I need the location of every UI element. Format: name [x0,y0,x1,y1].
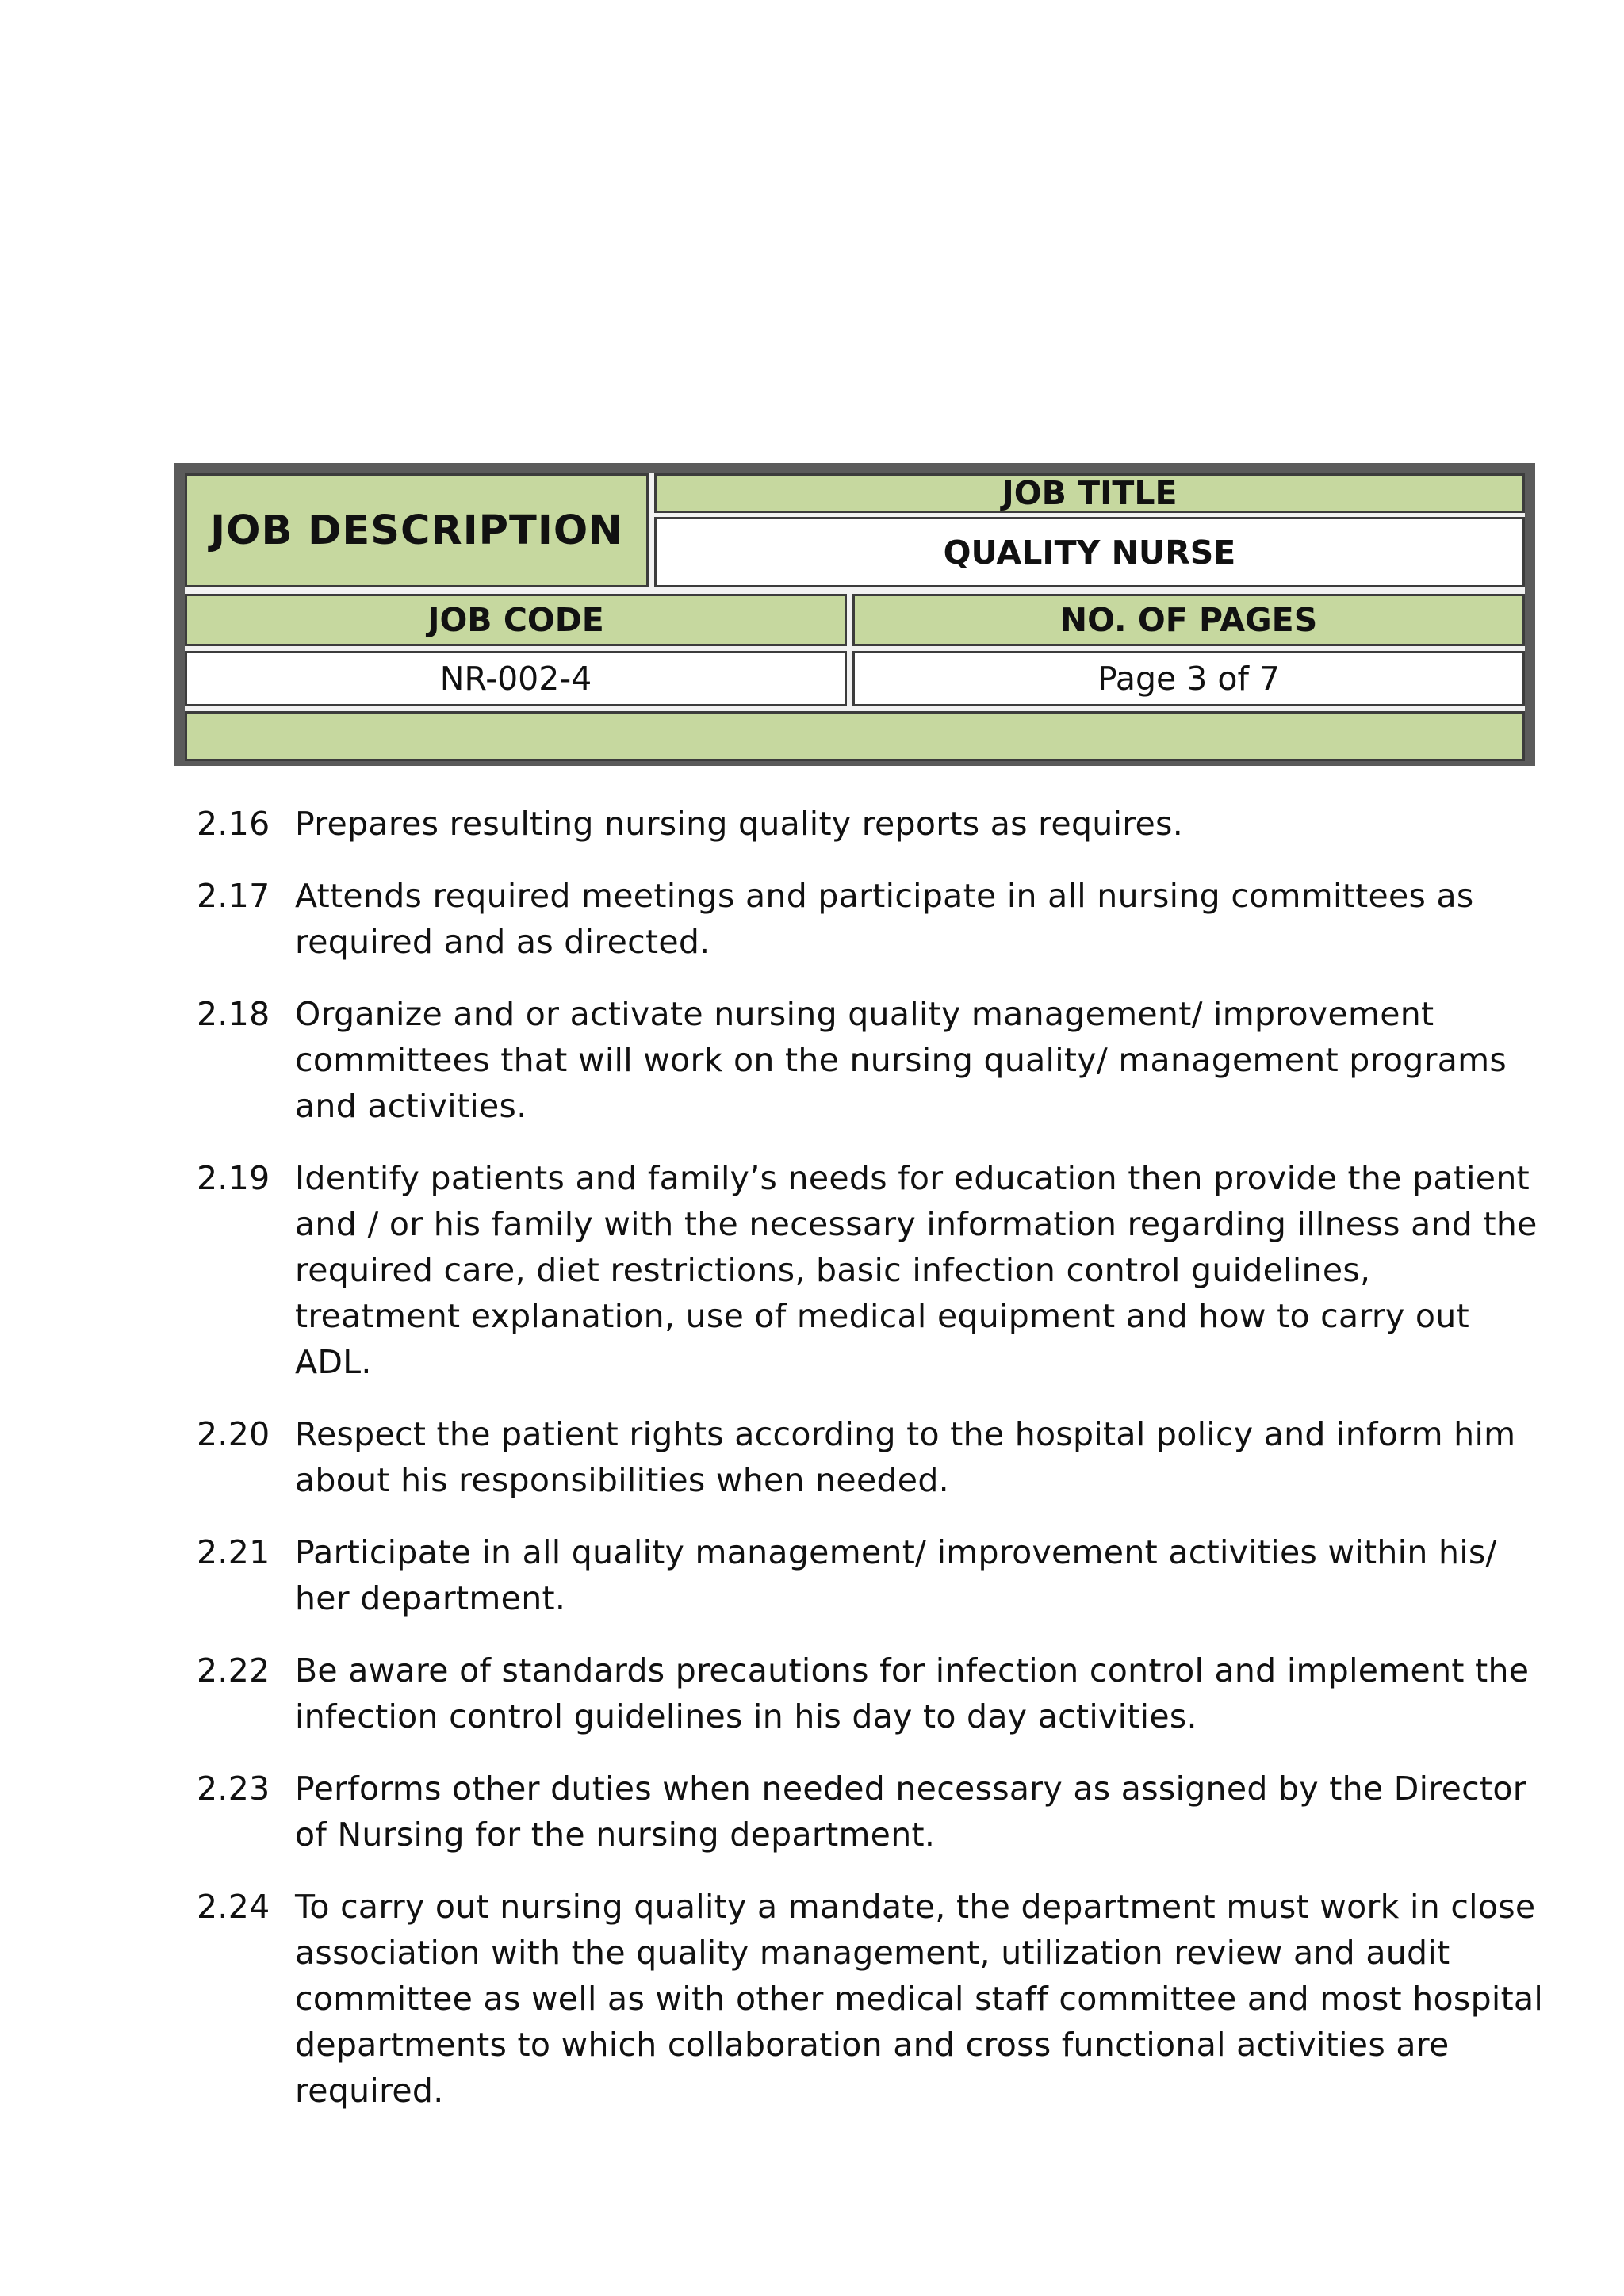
list-item [197,1766,1545,1858]
job-code-label: JOB CODE [185,594,847,646]
job-code-value: NR-002-4 [185,651,847,706]
item-text: Performs other duties when needed necessary as assigned by the Director of Nursing for the nursing department. [295,1770,1526,1854]
list-item [197,801,1545,847]
job-header-table [174,463,1535,766]
list-item [197,1411,1545,1503]
header-footer-band [185,711,1525,761]
item-number: 2.23 [197,1770,270,1808]
pages-value: Page 3 of 7 [852,651,1525,706]
item-text: To carry out nursing quality a mandate, the department must work in close association with the quality management, utilization review and audit committee as well as with other medical staff committee and most hospital departments to which collaboration and cross functional activities are required. [295,1888,1544,2110]
list-item [197,1529,1545,1621]
list-item [197,1884,1545,2114]
job-header-grid [185,473,1525,761]
list-item [197,873,1545,965]
item-text: Participate in all quality management/ improvement activities within his/ her department. [295,1533,1497,1617]
item-text: Respect the patient rights according to the hospital policy and inform him about his responsibilities when needed. [295,1415,1516,1499]
item-text: Be aware of standards precautions for infection control and implement the infection control guidelines in his day to day activities. [295,1651,1530,1735]
item-number: 2.24 [197,1888,270,1926]
list-item [197,991,1545,1129]
job-title-label: JOB TITLE [654,473,1525,513]
item-text: Attends required meetings and participate in all nursing committees as required and as directed. [295,877,1474,961]
item-text: Organize and or activate nursing quality management/ improvement committees that will work on the nursing quality/ management programs and activities. [295,995,1507,1125]
duties-list [197,801,1545,2140]
job-title-value: QUALITY NURSE [654,517,1525,587]
pages-label: NO. OF PAGES [852,594,1525,646]
item-number: 2.18 [197,995,270,1033]
list-item [197,1155,1545,1385]
list-item [197,1647,1545,1739]
item-number: 2.16 [197,805,270,843]
item-text: Identify patients and family’s needs for education then provide the patient and / or his family with the necessary information regarding illness and the required care, diet restrictions, basic infection control guidelines, treatment explanation, use of medical equipment and how to carry out ADL. [295,1159,1538,1381]
item-number: 2.17 [197,877,270,915]
item-number: 2.21 [197,1533,270,1571]
job-description-heading: JOB DESCRIPTION [185,473,649,587]
item-number: 2.22 [197,1651,270,1689]
item-text: Prepares resulting nursing quality reports as requires. [295,805,1184,843]
item-number: 2.20 [197,1415,270,1453]
item-number: 2.19 [197,1159,270,1197]
